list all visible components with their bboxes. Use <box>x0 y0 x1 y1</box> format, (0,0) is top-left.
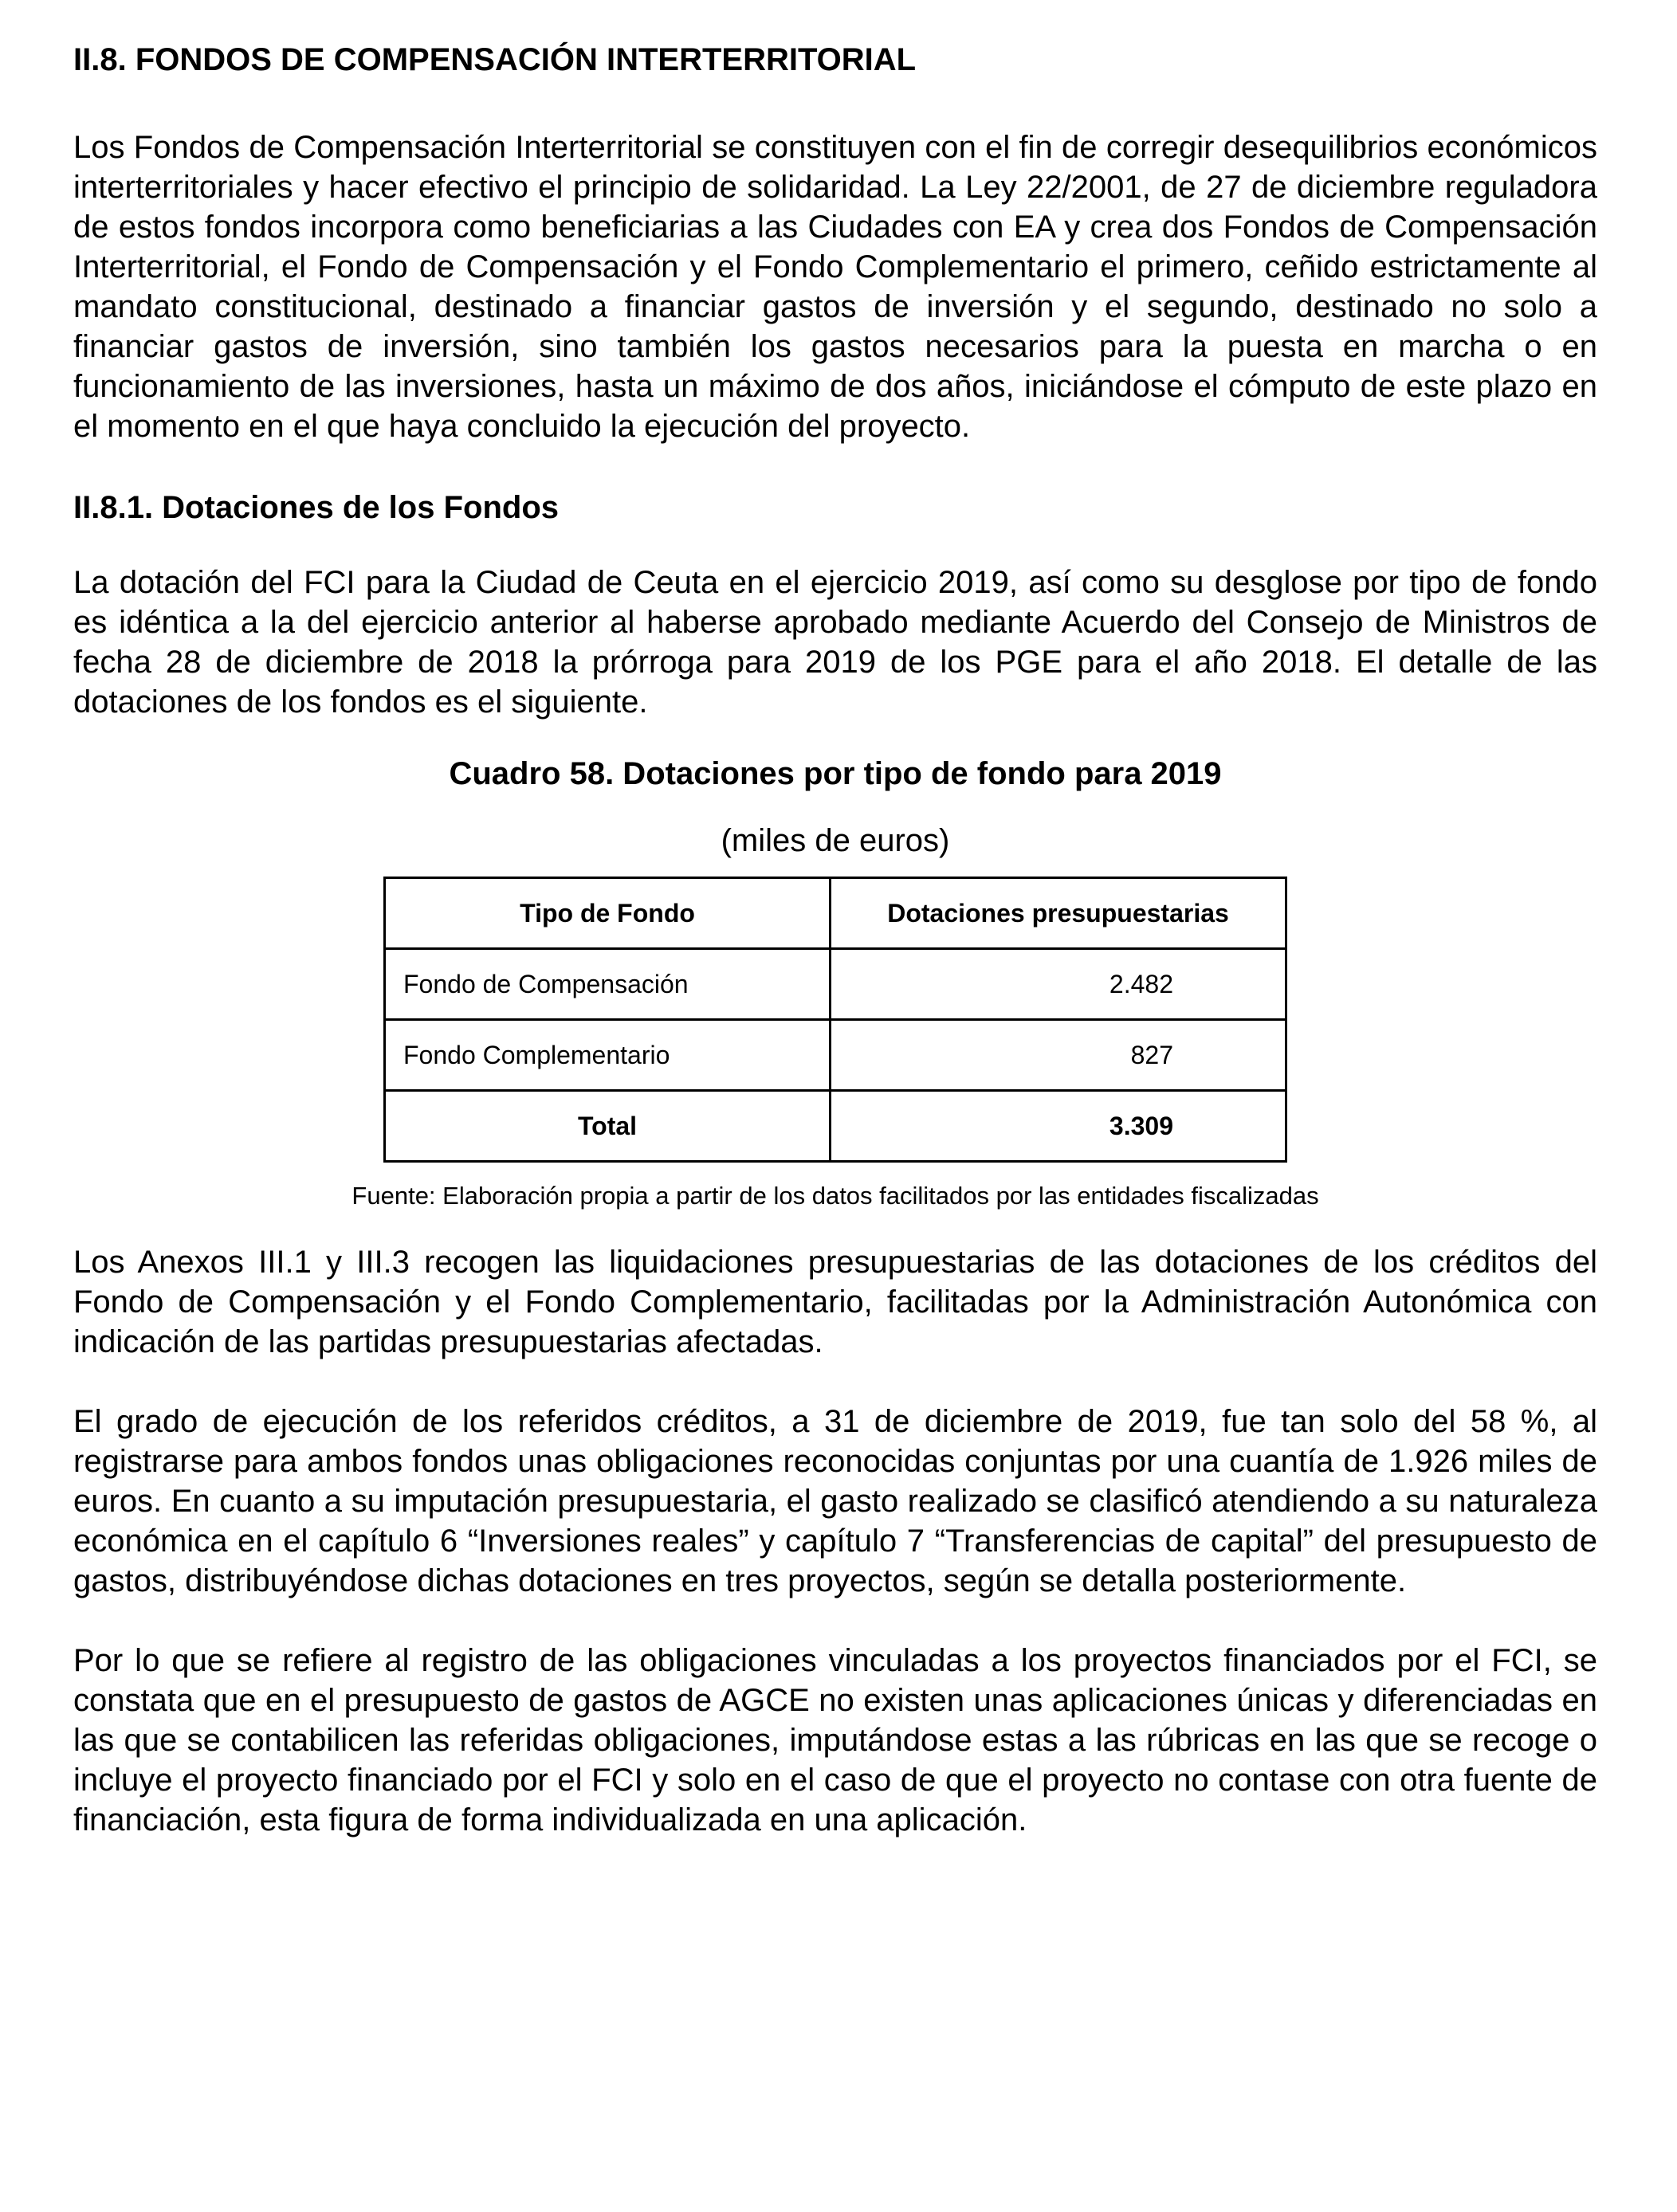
header-tipo-fondo: Tipo de Fondo <box>385 878 831 949</box>
table-row <box>385 1020 1286 1091</box>
registro-paragraph: Por lo que se refiere al registro de las obligaciones vinculadas a los proyectos financiados por el FCI, se constata que en el presupuesto de gastos de AGCE no existen unas aplicaciones únicas y diferenciadas en las que se contabilicen las referidas obligaciones, imputándose estas a las rúbricas en las que se recoge o incluye el proyecto financiado por el FCI y solo en el caso de que el proyecto no contase con otra fuente de financiación, esta figura de forma individualizada en una aplicación. <box>73 1643 1597 1837</box>
dotacion-paragraph: La dotación del FCI para la Ciudad de Ceuta en el ejercicio 2019, así como su desglose por tipo de fondo es idéntica a la del ejercicio anterior al haberse aprobado mediante Acuerdo del Consejo de Ministros de fecha 28 de diciembre de 2018 la prórroga para 2019 de los PGE para el año 2018. El detalle de las dotaciones de los fondos es el siguiente. <box>73 565 1597 720</box>
anexos-paragraph: Los Anexos III.1 y III.3 recogen las liquidaciones presupuestarias de las dotaciones de los créditos del Fondo de Compensación y el Fondo Complementario, facilitadas por la Administración Autonómica con indicación de las partidas presupuestarias afectadas. <box>73 1245 1597 1359</box>
table-units: (miles de euros) <box>721 823 950 858</box>
table-source: Fuente: Elaboración propia a partir de los datos facilitados por las entidades fiscalizadas <box>352 1182 1319 1210</box>
section-heading: II.8. FONDOS DE COMPENSACIÓN INTERTERRITORIAL <box>73 42 917 77</box>
table-header-row <box>385 878 1286 949</box>
row-label: Fondo Complementario <box>385 1020 831 1091</box>
table-caption: Cuadro 58. Dotaciones por tipo de fondo para 2019 <box>449 756 1222 791</box>
row-value: 827 <box>831 1020 1286 1091</box>
total-label: Total <box>385 1091 831 1162</box>
subsection-heading: II.8.1. Dotaciones de los Fondos <box>73 490 560 525</box>
total-value: 3.309 <box>831 1091 1286 1162</box>
row-value: 2.482 <box>831 949 1286 1020</box>
intro-paragraph: Los Fondos de Compensación Interterritorial se constituyen con el fin de corregir desequilibrios económicos interterritoriales y hacer efectivo el principio de solidaridad. La Ley 22/2001, de 27 de diciembre reguladora de estos fondos incorpora como beneficiarias a las Ciudades con EA y crea dos Fondos de Compensación Interterritorial, el Fondo de Compensación y el Fondo Complementario el primero, ceñido estrictamente al mandato constitucional, destinado a financiar gastos de inversión y el segundo, destinado no solo a financiar gastos de inversión, sino también los gastos necesarios para la puesta en marcha o en funcionamiento de las inversiones, hasta un máximo de dos años, iniciándose el cómputo de este plazo en el momento en el que haya concluido la ejecución del proyecto. <box>73 130 1597 444</box>
document-page <box>73 40 1597 1840</box>
grado-paragraph: El grado de ejecución de los referidos créditos, a 31 de diciembre de 2019, fue tan solo del 58 %, al registrarse para ambos fondos unas obligaciones reconocidas conjuntas por una cuantía de 1.926 miles de euros. En cuanto a su imputación presupuestaria, el gasto realizado se clasificó atendiendo a su naturaleza económica en el capítulo 6 “Inversiones reales” y capítulo 7 “Transferencias de capital” del presupuesto de gastos, distribuyéndose dichas dotaciones en tres proyectos, según se detalla posteriormente. <box>73 1404 1597 1598</box>
funds-table <box>383 877 1287 1163</box>
row-label: Fondo de Compensación <box>385 949 831 1020</box>
table-total-row <box>385 1091 1286 1162</box>
header-dotaciones: Dotaciones presupuestarias <box>831 878 1286 949</box>
table-row <box>385 949 1286 1020</box>
